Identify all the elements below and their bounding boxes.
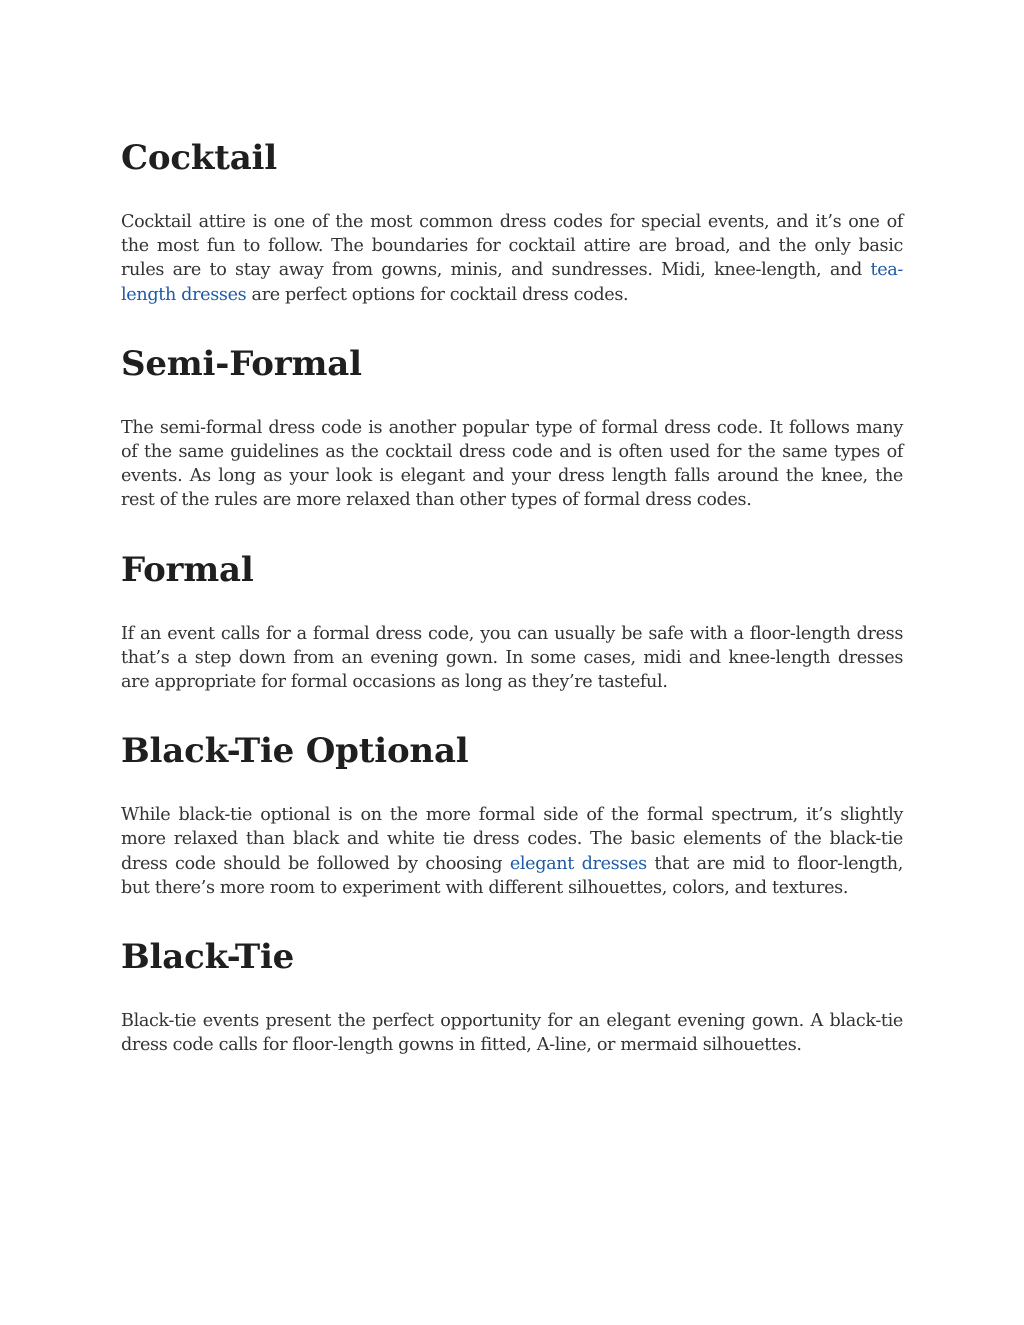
paragraph-black-tie-optional-text-start: While black-tie optional is on the more formal side of the formal spectrum, it’s slightly more relaxed than black and white tie dress codes. The basic elements of the black-tie dress code should be followed by choosing — [121, 805, 903, 874]
elegant-dresses-link[interactable]: elegant dresses — [509, 853, 647, 874]
heading-black-tie-optional: Black-Tie Optional — [121, 731, 469, 772]
section-black-tie — [121, 931, 903, 1057]
paragraph-cocktail — [121, 210, 903, 307]
paragraph-cocktail-text-start: Cocktail attire is one of the most common dress codes for special events, and it’s one of the most fun to follow. The boundaries for cocktail attire are broad, and the only basic rules are to stay away from gowns, minis, and sundresses. Midi, knee-length, and — [121, 212, 903, 281]
paragraph-cocktail-text-end: are perfect options for cocktail dress codes. — [246, 284, 629, 305]
paragraph-formal: If an event calls for a formal dress code, you can usually be safe with a floor-length dress that’s a step down from an evening gown. In some cases, midi and knee-length dresses are appropriate for formal occasions as long as they’re tasteful. — [121, 623, 903, 693]
paragraph-semi-formal: The semi-formal dress code is another popular type of formal dress code. It follows many of the same guidelines as the cocktail dress code and is often used for the same types of events. As long as your look is elegant and your dress length falls around the knee, the rest of the rules are more relaxed than other types of formal dress codes. — [121, 417, 903, 511]
paragraph-black-tie-optional — [121, 803, 903, 900]
section-cocktail — [121, 132, 903, 307]
heading-cocktail: Cocktail — [121, 138, 277, 178]
section-formal — [121, 544, 903, 695]
tea-length-dresses-link[interactable]: tea-length dresses — [121, 260, 903, 305]
section-semi-formal — [121, 338, 903, 513]
paragraph-black-tie-optional-text-end: that are mid to floor-length, but there’s more room to experiment with different silhouettes, colors, and textures. — [121, 853, 904, 898]
heading-semi-formal: Semi-Formal — [121, 343, 362, 384]
section-black-tie-optional — [121, 725, 903, 900]
document-page — [121, 132, 903, 1088]
paragraph-black-tie: Black-tie events present the perfect opportunity for an elegant evening gown. A black-tie dress code calls for floor-length gowns in fitted, A-line, or mermaid silhouettes. — [121, 1011, 903, 1056]
heading-formal: Formal — [121, 549, 254, 590]
heading-black-tie: Black-Tie — [121, 937, 295, 978]
